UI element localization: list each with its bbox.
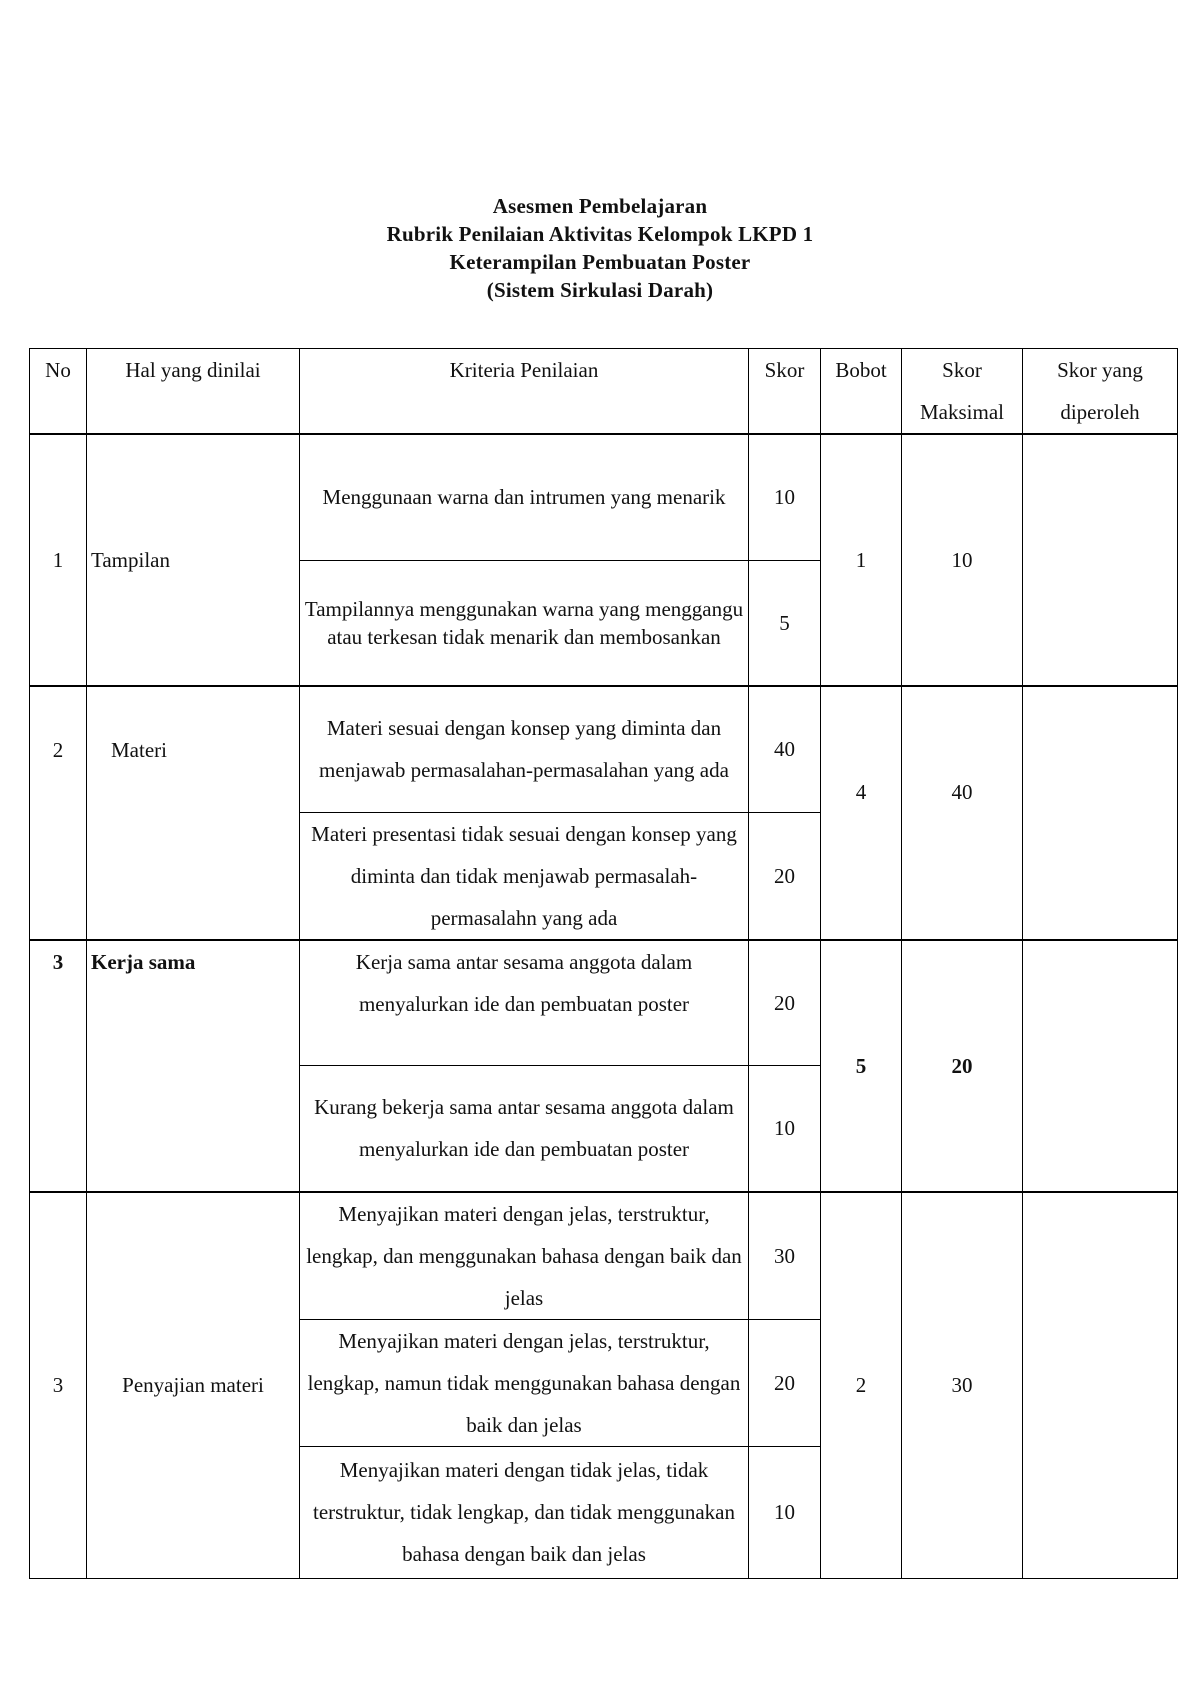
skor-cell: 40: [749, 686, 821, 812]
row-no: 1: [30, 434, 87, 686]
row-hal: Kerja sama: [87, 940, 300, 1192]
title-line-3: Keterampilan Pembuatan Poster: [449, 250, 751, 274]
row-hal: Materi: [87, 686, 300, 940]
bobot-cell: 5: [821, 940, 902, 1192]
bobot-cell: 4: [821, 686, 902, 940]
skor-cell: 10: [749, 434, 821, 560]
header-kriteria: Kriteria Penilaian: [300, 349, 749, 435]
criteria-cell: Menyajikan materi dengan jelas, terstruktur, lengkap, dan menggunakan bahasa dengan baik dan jelas: [300, 1192, 749, 1320]
header-no: No: [30, 349, 87, 435]
rubric-table: [29, 348, 1178, 1579]
skor-diperoleh-cell[interactable]: [1023, 940, 1178, 1192]
document-title: [0, 192, 1200, 304]
skor-maksimal-cell: 40: [902, 686, 1023, 940]
table-row: [30, 1192, 1178, 1320]
criteria-cell: Menggunaan warna dan intrumen yang menarik: [300, 434, 749, 560]
header-bobot: Bobot: [821, 349, 902, 435]
row-no: 3: [30, 940, 87, 1192]
skor-cell: 20: [749, 812, 821, 940]
criteria-cell: Kurang bekerja sama antar sesama anggota dalam menyalurkan ide dan pembuatan poster: [300, 1066, 749, 1192]
header-skor: Skor: [749, 349, 821, 435]
criteria-cell: Tampilannya menggunakan warna yang menggangu atau terkesan tidak menarik dan membosankan: [300, 560, 749, 686]
criteria-cell: Materi sesuai dengan konsep yang diminta dan menjawab permasalahan-permasalahan yang ada: [300, 686, 749, 812]
row-no: 2: [30, 686, 87, 940]
table-row: [30, 686, 1178, 812]
skor-maksimal-cell: 10: [902, 434, 1023, 686]
title-line-2: Rubrik Penilaian Aktivitas Kelompok LKPD 1: [386, 222, 814, 246]
skor-cell: 5: [749, 560, 821, 686]
skor-diperoleh-cell[interactable]: [1023, 686, 1178, 940]
row-hal: Tampilan: [87, 434, 300, 686]
row-no: 3: [30, 1192, 87, 1579]
criteria-cell: Materi presentasi tidak sesuai dengan konsep yang diminta dan tidak menjawab permasalah-permasalahn yang ada: [300, 812, 749, 940]
skor-diperoleh-cell[interactable]: [1023, 1192, 1178, 1579]
skor-cell: 20: [749, 1319, 821, 1446]
skor-cell: 20: [749, 940, 821, 1066]
title-line-1: Asesmen Pembelajaran: [492, 194, 708, 218]
criteria-cell: Kerja sama antar sesama anggota dalam menyalurkan ide dan pembuatan poster: [300, 940, 749, 1066]
skor-cell: 10: [749, 1066, 821, 1192]
skor-maksimal-cell: 30: [902, 1192, 1023, 1579]
criteria-cell: Menyajikan materi dengan tidak jelas, tidak terstruktur, tidak lengkap, dan tidak menggunakan bahasa dengan baik dan jelas: [300, 1446, 749, 1578]
skor-diperoleh-cell[interactable]: [1023, 434, 1178, 686]
skor-cell: 10: [749, 1446, 821, 1578]
header-row: [30, 349, 1178, 435]
bobot-cell: 1: [821, 434, 902, 686]
header-skor-maksimal: Skor Maksimal: [902, 349, 1023, 435]
criteria-cell: Menyajikan materi dengan jelas, terstruktur, lengkap, namun tidak menggunakan bahasa dengan baik dan jelas: [300, 1319, 749, 1446]
title-line-4: (Sistem Sirkulasi Darah): [486, 278, 714, 302]
table-row: [30, 940, 1178, 1066]
skor-cell: 30: [749, 1192, 821, 1320]
skor-maksimal-cell: 20: [902, 940, 1023, 1192]
table-row: [30, 434, 1178, 560]
header-skor-diperoleh: Skor yang diperoleh: [1023, 349, 1178, 435]
bobot-cell: 2: [821, 1192, 902, 1579]
header-hal: Hal yang dinilai: [87, 349, 300, 435]
row-hal: Penyajian materi: [87, 1192, 300, 1579]
